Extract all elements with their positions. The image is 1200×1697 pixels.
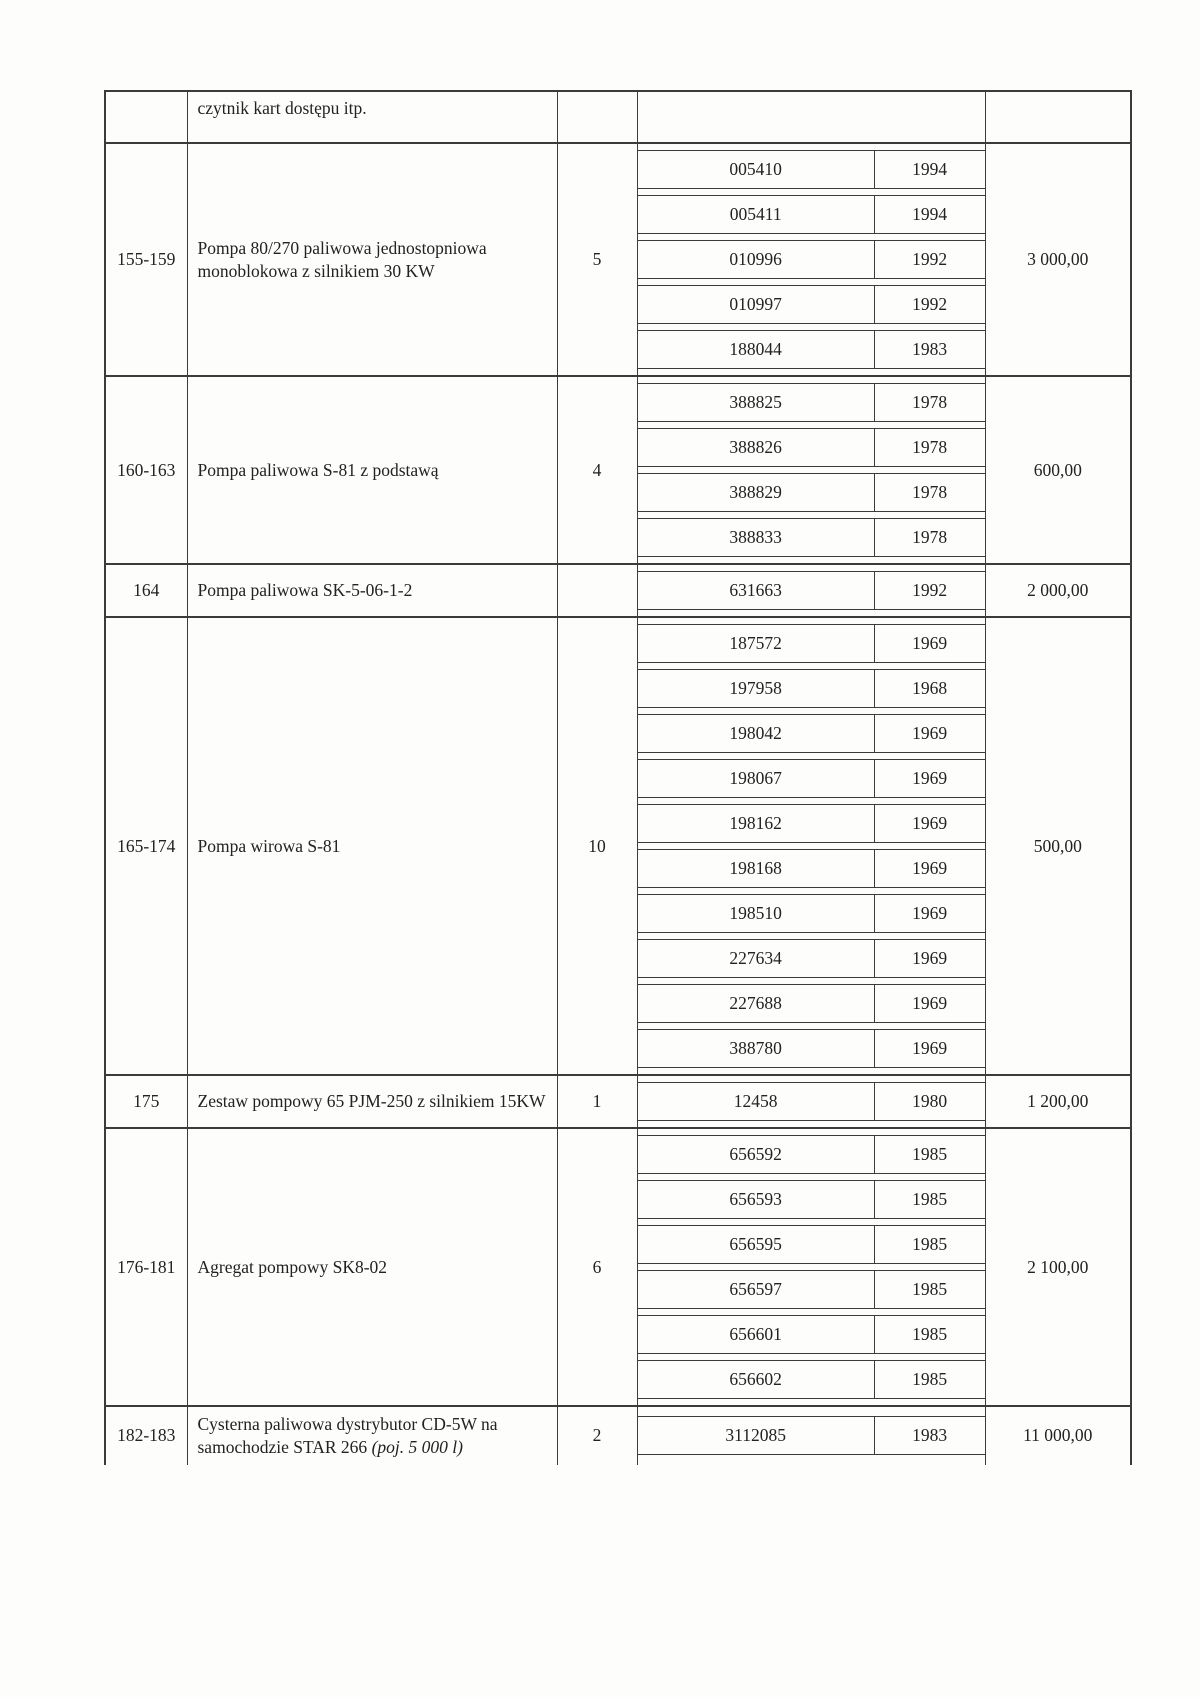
serial-year-row [638,1360,985,1399]
serial-number: 227634 [638,940,875,977]
position-number-cell: 164 [105,564,187,617]
quantity-cell: 4 [592,459,602,480]
quantity-cell: 5 [592,249,602,270]
production-year: 1969 [912,858,948,879]
production-year: 1969 [912,948,948,969]
serial-number: 010996 [638,241,875,278]
description-text: Cysterna paliwowa dystrybutor CD-5W na samochodzie STAR 266 [197,1414,498,1457]
quantity-cell [557,564,637,617]
serial-year-list [638,1135,985,1399]
serial-year-row [638,939,985,978]
description-text: Zestaw pompowy 65 PJM-250 z silnikiem 15KW [197,1091,546,1112]
serial-year-row [638,285,985,324]
production-year: 1985 [912,1234,948,1255]
price-cell: 1 200,00 [1027,1091,1089,1112]
serial-year-list [638,571,985,610]
description-cell [187,143,557,376]
price-cell: 500,00 [1033,835,1082,856]
description-note-italic: (poj. 5 000 l) [371,1436,463,1457]
production-year: 1980 [912,1091,948,1112]
description-cell [187,1406,557,1465]
description-text: Agregat pompowy SK8-02 [197,1256,388,1277]
quantity-cell: 6 [592,1256,602,1277]
production-year: 1985 [912,1369,948,1390]
position-number-cell: 160-163 [105,376,187,564]
description-text: Pompa paliwowa SK-5-06-1-2 [197,580,413,601]
serial-number: 198067 [638,760,875,797]
production-year: 1992 [912,294,948,315]
description-text: czytnik kart dostępu itp. [197,98,367,118]
serial-year-row [638,1315,985,1354]
serial-year-cell [637,617,985,1075]
serial-number: 631663 [638,572,875,609]
production-year: 1978 [912,437,948,458]
serial-year-row [638,624,985,663]
table-row [105,1128,1131,1406]
serial-number: 656595 [638,1226,875,1263]
serial-number: 187572 [638,625,875,662]
serial-number: 388833 [638,519,875,556]
serial-year-row [638,240,985,279]
serial-year-row [638,984,985,1023]
position-number-cell: 175 [105,1075,187,1128]
serial-number: 010997 [638,286,875,323]
description-cell [187,564,557,617]
table-row [105,376,1131,564]
serial-year-list [638,1416,985,1455]
description-cell [187,1075,557,1128]
production-year: 1985 [912,1189,948,1210]
serial-number: 388826 [638,429,875,466]
serial-year-list [638,383,985,557]
serial-year-cell [637,564,985,617]
production-year: 1969 [912,723,948,744]
description-text: Pompa 80/270 paliwowa jednostopniowa monoblokowa z silnikiem 30 KW [197,237,487,281]
serial-year-row [638,1029,985,1068]
serial-number: 656597 [638,1271,875,1308]
description-text: Pompa paliwowa S-81 z podstawą [197,459,439,480]
quantity-cell [557,91,637,143]
production-year: 1978 [912,392,948,413]
production-year: 1992 [912,580,948,601]
serial-number: 197958 [638,670,875,707]
serial-year-row [638,1225,985,1264]
serial-year-row [638,150,985,189]
serial-number: 656592 [638,1136,875,1173]
production-year: 1994 [912,204,948,225]
description-text: Pompa wirowa S-81 [197,835,341,856]
serial-year-row [638,1180,985,1219]
inventory-table-body [105,91,1131,1465]
serial-number: 656593 [638,1181,875,1218]
serial-year-row [638,330,985,369]
serial-number: 388825 [638,384,875,421]
production-year: 1983 [912,1425,948,1446]
serial-year-row [638,804,985,843]
serial-year-row [638,669,985,708]
serial-year-row [638,383,985,422]
production-year: 1969 [912,903,948,924]
table-row [105,617,1131,1075]
serial-number: 388829 [638,474,875,511]
serial-year-cell [637,376,985,564]
description-cell [187,91,557,143]
table-row [105,143,1131,376]
table-row [105,1406,1131,1465]
serial-year-cell [637,1128,985,1406]
serial-year-row [638,473,985,512]
serial-year-row [638,1270,985,1309]
production-year: 1969 [912,1038,948,1059]
table-row [105,1075,1131,1128]
inventory-table [104,90,1132,1465]
production-year: 1994 [912,159,948,180]
serial-number: 3112085 [638,1417,875,1454]
serial-year-row [638,759,985,798]
production-year: 1985 [912,1144,948,1165]
table-row [105,564,1131,617]
serial-number: 188044 [638,331,875,368]
position-number-cell: 165-174 [105,617,187,1075]
position-number-cell: 155-159 [105,143,187,376]
price-cell: 11 000,00 [1023,1425,1093,1446]
production-year: 1968 [912,678,948,699]
serial-year-list [638,150,985,369]
price-cell: 2 100,00 [1027,1256,1089,1277]
serial-year-list [638,1082,985,1121]
serial-year-row [638,849,985,888]
price-cell: 2 000,00 [1027,580,1089,601]
production-year: 1969 [912,993,948,1014]
serial-year-row [638,1416,985,1455]
serial-year-cell [637,1075,985,1128]
serial-year-row [638,1135,985,1174]
serial-year-row [638,518,985,557]
position-number-cell: 176-181 [105,1128,187,1406]
serial-number: 198162 [638,805,875,842]
serial-number: 005411 [638,196,875,233]
serial-year-list [638,624,985,1068]
serial-number: 388780 [638,1030,875,1067]
serial-number: 198168 [638,850,875,887]
quantity-cell: 1 [592,1091,602,1112]
production-year: 1969 [912,768,948,789]
table-row [105,91,1131,143]
serial-year-row [638,428,985,467]
quantity-cell: 10 [588,835,606,856]
position-number-cell: 182-183 [105,1406,187,1465]
description-cell [187,617,557,1075]
serial-number: 198042 [638,715,875,752]
description-cell [187,1128,557,1406]
production-year: 1985 [912,1279,948,1300]
serial-year-row [638,1082,985,1121]
description-cell [187,376,557,564]
position-number-cell [105,91,187,143]
price-cell: 3 000,00 [1027,249,1089,270]
production-year: 1983 [912,339,948,360]
quantity-cell: 2 [592,1425,602,1446]
production-year: 1978 [912,482,948,503]
serial-number: 12458 [638,1083,875,1120]
production-year: 1985 [912,1324,948,1345]
serial-year-row [638,195,985,234]
serial-number: 656602 [638,1361,875,1398]
serial-number: 198510 [638,895,875,932]
serial-number: 005410 [638,151,875,188]
serial-number: 227688 [638,985,875,1022]
serial-number: 656601 [638,1316,875,1353]
production-year: 1969 [912,813,948,834]
serial-year-cell [637,91,985,143]
price-cell: 600,00 [1033,459,1082,480]
production-year: 1992 [912,249,948,270]
price-cell [985,91,1131,143]
production-year: 1969 [912,633,948,654]
serial-year-cell [637,1406,985,1465]
serial-year-row [638,894,985,933]
serial-year-row [638,571,985,610]
serial-year-row [638,714,985,753]
serial-year-cell [637,143,985,376]
production-year: 1978 [912,527,948,548]
